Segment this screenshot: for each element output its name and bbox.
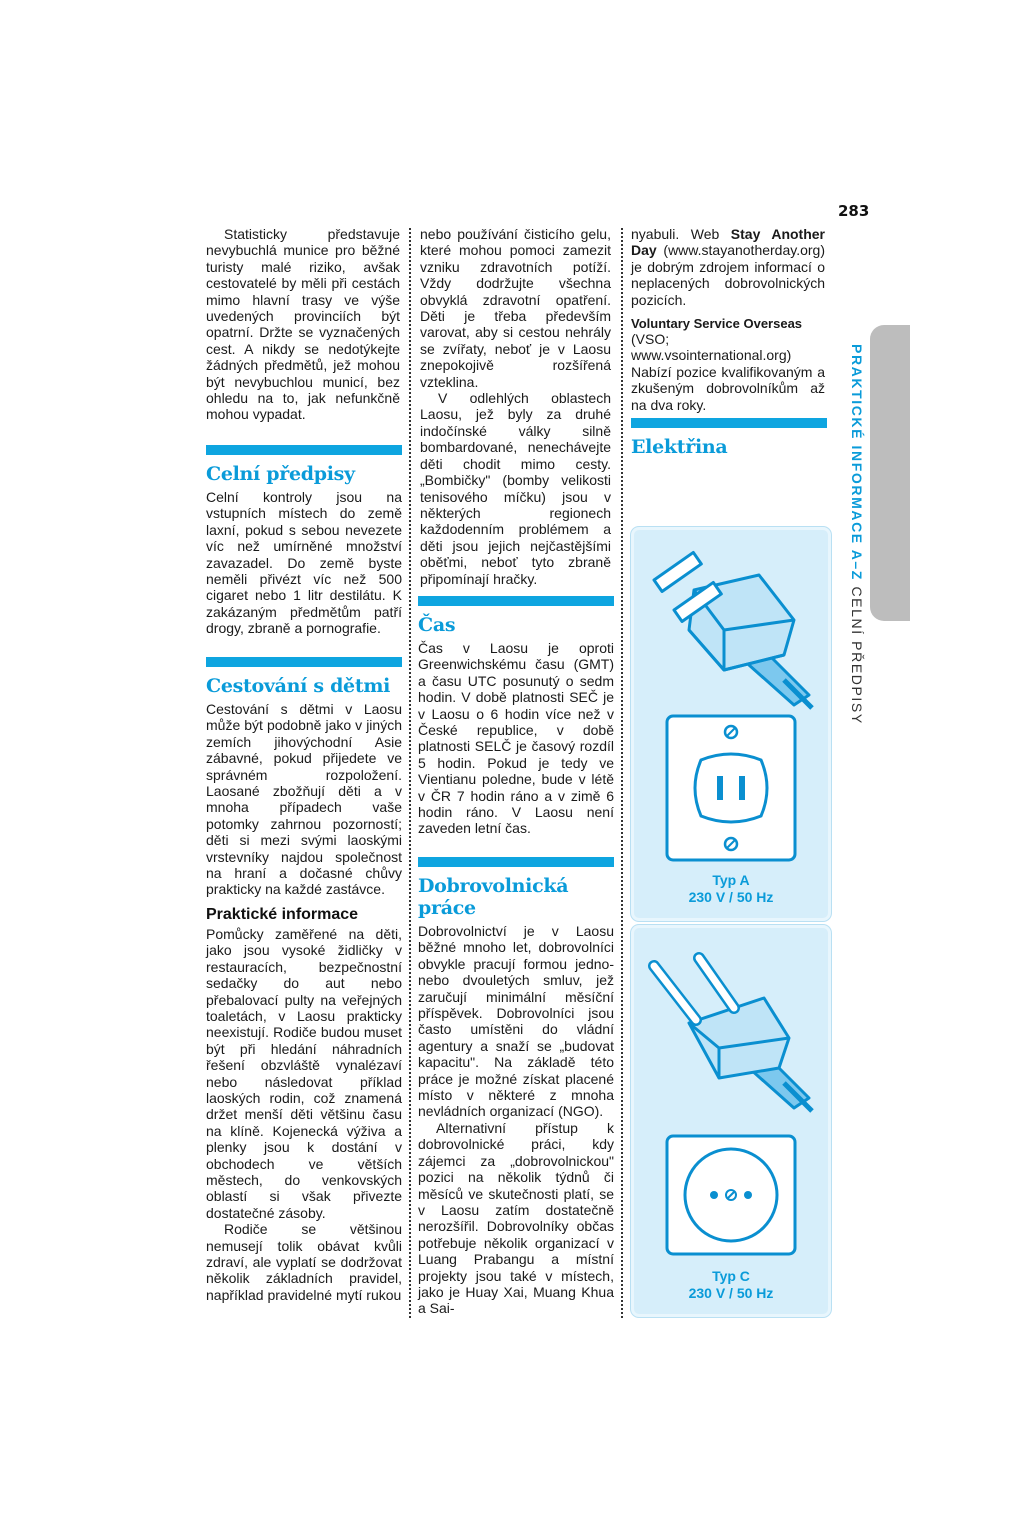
section-bar [206,657,402,667]
plug-label-type-c [634,1268,828,1302]
section-text: Cestování s dětmi v Laosu může být podobně jako v jiných zemích jihovýchodní Asie zábavné, pokud přijedete ve správném rozpoložení. Laosané zbožňují děti a v mnoha případech vaše potomky zahrnou pozorností; děti si mezi svými laoskými vrstevníky najdou společnost na hraní a dočasné chůvy prakticky na každé zastávce. [206,701,402,898]
side-tab-section: PRAKTICKÉ INFORMACE A–Z [849,344,865,581]
column-divider [621,228,623,1318]
side-tab-topic: CELNÍ PŘEDPISY [849,586,865,725]
children-continued: nebo používání čisticího gelu, které mohou pomoci zamezit vzniku zdravotních potíží. Vždy dodržujte všechna obvyklá zdravotní opatření. Děti je třeba především varovat, aby si cestou nehrály se zvířaty, neboť je v Laosu znepokojivě rozšířená vzteklina. [420,226,611,390]
section-bar [206,445,402,455]
text-run: (www.stayanotherday.org) je dobrým zdrojem informací o neplacených dobrovolnických pozicích. [631,242,825,308]
plug-type-spec: 230 V / 50 Hz [688,1285,774,1301]
section-text: Dobrovolnictví je v Laosu běžné mnoho let, dobrovolníci obvykle pracují formou jedno- nebo dvouletých smluv, jež zaručují minimální měsíční příspěvek. Dobrovolníci jsou často umístěni do vládní agentury a snaží se „budovat kapacitu". Na základě této práce je možné získat placené místo v některé z mnoha nevládních organizací (NGO). [418,923,614,1120]
text-run: nyabuli. Web [631,226,731,242]
left-column [206,226,400,423]
section-title: Celní předpisy [206,463,355,485]
practical-paragraph-1: Pomůcky zaměřené na děti, jako jsou vysoké židličky v restauracích, bezpečnostní sedačky do aut nebo přebalovací pulty na veřejných toaletách, v Laosu prakticky neexistují. Rodiče budou muset být při hledání náhradních řešení obzvláště vynalézaví nebo následovat příklad laoských rodin, což znamená držet menší děti většinu času na klíně. Kojenecká výživa a plenky jsou k dostání v obchodech ve větších městech, do venkovských oblastí si však přivezte dostatečné zásoby. [206,925,402,1221]
plug-type-name: Typ C [712,1268,750,1284]
section-children [206,657,402,1303]
practical-paragraph-2: Rodiče se většinou nemusejí tolik obávat kvůli zdraví, ale vyplatí se dodržovat několik základních pravidel, například pravidelné mytí rukou [206,1221,402,1303]
plug-panel-type-a [631,527,831,921]
plug-type-name: Typ A [712,872,750,888]
plug-type-spec: 230 V / 50 Hz [688,889,774,905]
section-title: Elektřina [631,436,728,458]
website-name: Stay Another Day [631,226,825,259]
volunteer-continued [631,226,825,308]
section-title: Čas [418,614,456,636]
intro-paragraph: Statisticky představuje nevybuchlá munice pro běžné turisty malé riziko, avšak cestovatelé by měli při cestách mimo hlavní trasy ve výše uvedených provinciích být opatrní. Držte se vyznačených cest. A nikdy se nedotýkejte žádných předmětů, jež mohou být nevybuchlou municí, bez ohledu na to, jak nefunkčně mohou vypadat. [206,226,400,423]
section-title: Cestování s dětmi [206,675,391,697]
plug-panel-type-c [631,925,831,1317]
section-title: Dobrovolnická práce [418,875,569,919]
type-a-socket-icon [667,716,795,860]
section-customs [206,445,402,637]
section-bar [631,418,827,428]
side-tab-label [847,344,865,725]
org-name: Voluntary Service Overseas [631,316,803,332]
side-tab [870,325,910,621]
section-text: Celní kontroly jsou na vstupních místech do země laxní, pokud s sebou nevezete víc než umírněné množství zavazadel. Do země byste neměli přivézt víc než 500 cigaret nebo 1 litr destilátu. K zakázaným předmětům patří drogy, zbraně a pornografie. [206,489,402,637]
type-a-plug-icon [634,530,828,918]
type-c-socket-icon [667,1136,795,1254]
subsection-title: Praktické informace [206,905,359,923]
section-bar [418,596,614,606]
plug-label-type-a [634,872,828,906]
remote-areas-paragraph: V odlehlých oblastech Laosu, jež byly za druhé indočínské války silně bombardované, nenechávejte děti chodit mimo cesty. „Bombičky" (bomby velikosti tenisového míčku) jsou v některých regionech každodenním problémem a děti jsou jejich nejčastějšími oběťmi, neboť tyto zbraně připomínají hračky. [420,390,611,587]
section-time [418,596,614,837]
alternative-paragraph: Alternativní přístup k dobrovolnické práci, kdy zájemci za „dobrovolnickou" pozici na několik týdnů či měsíců ve skutečnosti platí, se v Laosu zatím dostatečně nerozšířil. Dobrovolníky občas potřebuje několik organizací v Luang Prabangu a místní projekty jsou také v místech, jako je Huay Xai, Muang Khua a Sai- [418,1119,614,1317]
section-electricity [631,418,827,462]
org-description: (VSO; www.vsointernational.org) Nabízí pozice kvalifikovaným a zkušeným dobrovolníkům až na dva roky. [631,331,825,413]
section-volunteer [418,857,614,1317]
column-divider [409,228,411,1318]
section-text: Čas v Laosu je oproti Greenwichskému času (GMT) a času UTC posunutý o sedm hodin. V době platnosti SEČ je v Laosu o 6 hodin více než v České republice, v době platnosti SELČ je časový rozdíl 5 hodin. Pokud je tedy ve Vientianu poledne, bude v létě v ČR 7 hodin ráno a v zimě 6 hodin ráno. V Laosu není zaveden letní čas. [418,640,614,837]
section-bar [418,857,614,867]
type-c-plug-icon [634,928,828,1314]
middle-column [420,226,611,587]
page-number: 283 [838,202,870,220]
right-column [631,226,825,413]
